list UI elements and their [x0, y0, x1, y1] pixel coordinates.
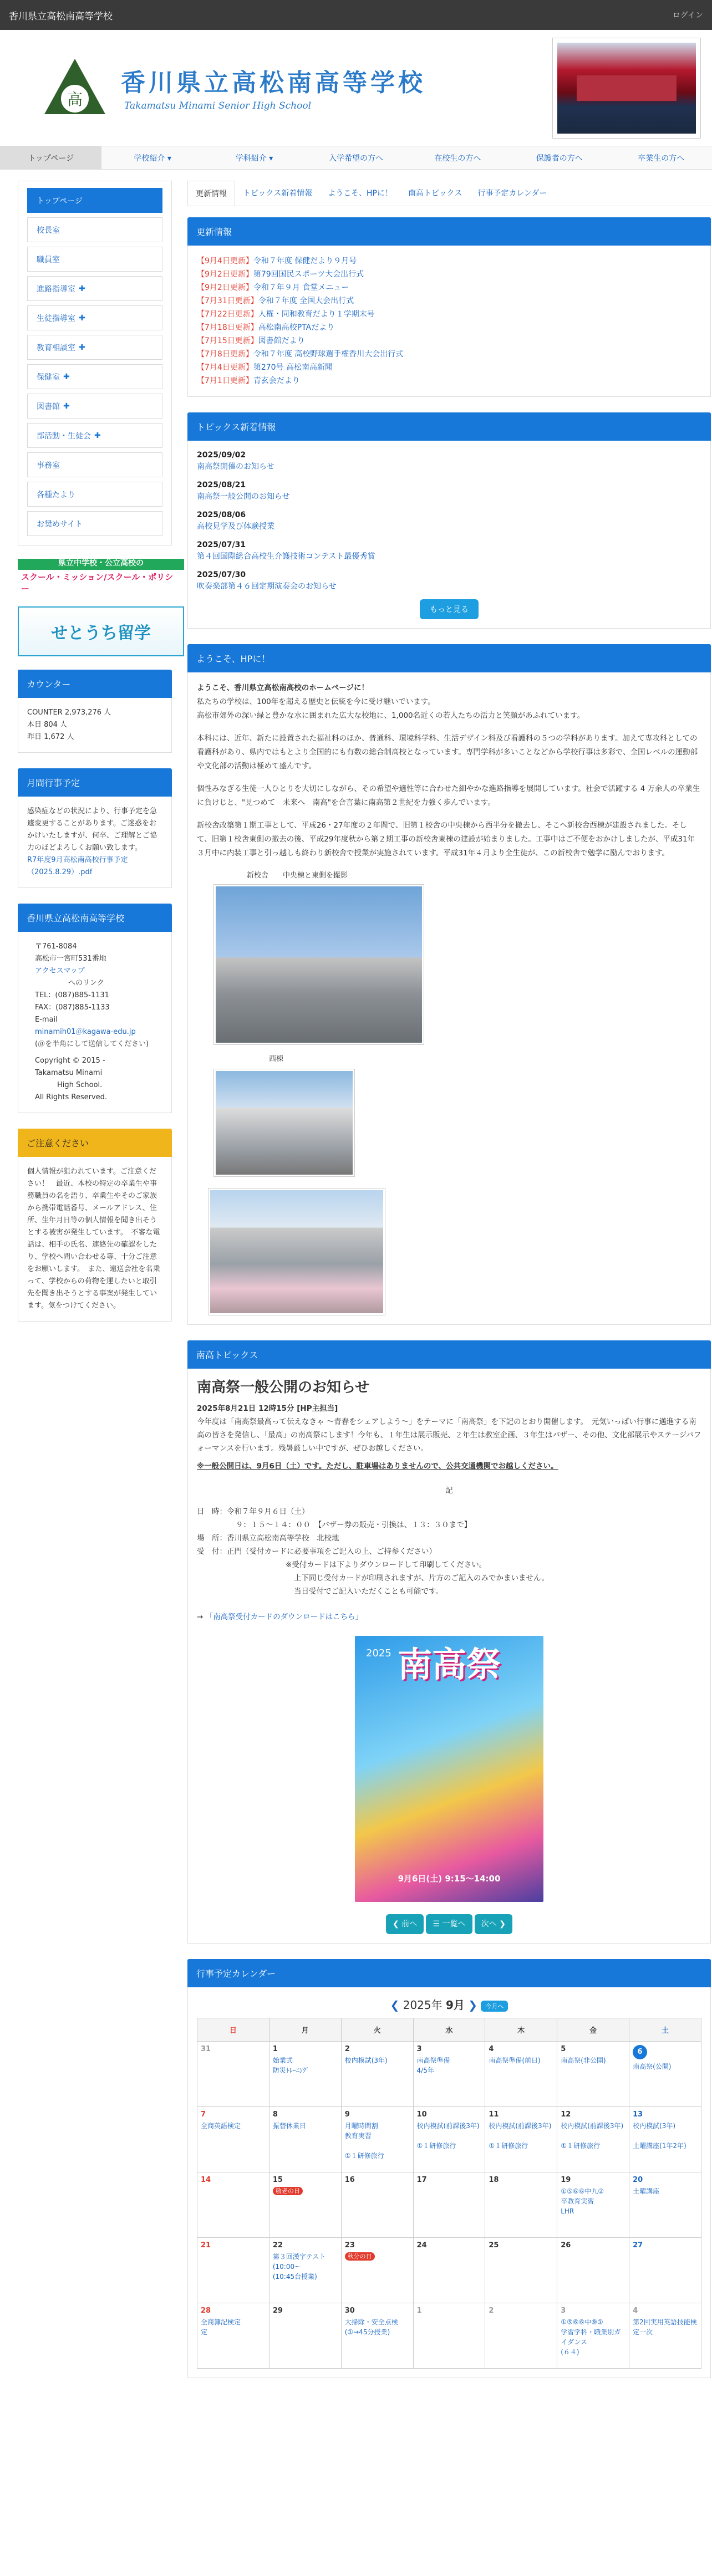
nav-parents[interactable]: 保護者の方へ	[536, 154, 583, 163]
topic-item[interactable]: 2025/07/30 吹奏楽部第４６回定期演奏会のお知らせ	[197, 570, 337, 591]
nav-students[interactable]: 在校生の方へ	[434, 154, 481, 163]
calendar-table: 日 月 火 水 木 金 土 31 1 始業式 防災ﾄﾚｰﾆﾝｸﾞ 2 校内模試(3年) 3 南高祭準備 4/5年 4 南高祭準備(前日) 5 南高祭(非公開) 6 南高祭(公開) 7 全商英語検定 8 振替休業日 9 月曜時間割 教育実習 ①１研修旅行 10 校内模試(前課後3年) ①１研修旅行 11 校内模試(前課後3年) ①１研修旅行 12 校内模試(前課後3年) ①１研修旅行 13 校内模試(3年) 土曜講座(1年2年) 14 15 敬老の日 16 17 18 19 ①⑤⑥⑥中九② 卒教育実習 LHR 20 土曜講座 21 22 第３回漢字テスト(10:00~ (10:45台授業) 23 秋分の日 24 25 26 27 28 全商簿記検定 定 29 30 大掃除・安全点検(①→45分授業) 1 2 3 ①⑤⑥⑥中⑨① 学習学科・職業別ガイダンス (６４) 4 第2回実用英語技能検定一次	[197, 2018, 701, 2369]
plus-icon: ✚	[94, 431, 101, 440]
main-nav	[0, 146, 712, 170]
prev-month-icon[interactable]: ❮	[390, 1998, 400, 2012]
topic-item[interactable]: 2025/08/21 南高祭一般公開のお知らせ	[197, 481, 290, 501]
campus-photo	[208, 1188, 385, 1315]
nav-alumni[interactable]: 卒業生の方へ	[638, 154, 685, 163]
tab-minami-topics[interactable]: 南高トピックス	[408, 189, 462, 198]
calendar-day[interactable]: 12 校内模試(前課後3年) ①１研修旅行	[557, 2107, 629, 2172]
tab-topics[interactable]: トピックス新着情報	[243, 189, 313, 198]
email-link[interactable]: minamih01＠kagawa-edu.jp	[35, 1028, 136, 1036]
calendar-event: 校内模試(前課後3年) ①１研修旅行	[489, 2122, 552, 2150]
sidebar-item[interactable]: 職員室	[27, 247, 162, 272]
next-button[interactable]: 次へ ❯	[475, 1914, 512, 1934]
calendar-event: 校内模試(3年)	[344, 2057, 388, 2064]
minami-topics-box: 南高トピックス 南高祭一般公開のお知らせ 2025年8月21日 12時15分 [HP主担当] 今年度は「南高祭最高って伝えなきゃ ～青春をシェアしよう～」をテーマに「南高祭」を下記のとおり開催します。 元気いっぱい行事に邁進する南高の皆さを発信し、「最高」の南高祭にします！今年も、１年生は展示販売、２年生は教室企画、３年生はバザー、その他、文化部展示やステージパフォーマンスを行います。残暑厳しい中ですが、ぜひお越しください。 ※一般公開日は、9月6日（土）です。ただし、駐車場はありませんので、公共交通機関でお越しください。 記 日 時：令和７年９月６日（土） ９：１５～１４：００ 【バザー券の販売・引換は、１３：３０まで】 場 所：香川県立高松南高等学校 北校地 受 付：正門（受付カードに必要事項をご記入の上、ご持参ください） ※受付カードは下よりダウンロードして印刷してください。 上下同じ受付カードが印刷されますが、片方のご記入のみでかまいません。 当日受付でご記入いただくことも可能です。 → 「南高祭受付カードのダウンロードはこちら」 南高祭 2025 9月6日(土) 9:15〜14:00 ❮ 前へ ☰ 一覧へ 次へ ❯	[187, 1340, 711, 1944]
access-map-link[interactable]: アクセスマップ	[35, 967, 85, 975]
calendar-day[interactable]: 27	[629, 2238, 701, 2303]
sidebar-item[interactable]: 教育相談室 ✚	[27, 335, 162, 360]
topic-item[interactable]: 2025/09/02 南高祭開催のお知らせ	[197, 451, 274, 471]
calendar-day[interactable]: 2 校内模試(3年)	[341, 2042, 413, 2107]
update-item[interactable]: 【7月15日更新】図書館だより	[197, 336, 305, 345]
calendar-day[interactable]: 11 校内模試(前課後3年) ①１研修旅行	[485, 2107, 557, 2172]
download-link[interactable]: → 「南高祭受付カードのダウンロードはこちら」	[197, 1613, 363, 1621]
sidebar-item[interactable]: 保健室 ✚	[27, 364, 162, 389]
sidebar-item[interactable]: 各種たより	[27, 482, 162, 507]
header-photo	[552, 38, 701, 139]
plus-icon: ✚	[79, 343, 85, 352]
sidebar-item[interactable]: 生徒指導室 ✚	[27, 305, 162, 330]
sidebar-item[interactable]: 事務室	[27, 452, 162, 477]
monthly-pdf-link[interactable]: R7年度9月高松南高校行事予定（2025.8.29）.pdf	[27, 856, 128, 876]
tab-updates[interactable]: 更新情報	[187, 181, 235, 206]
calendar-event: 始業式 防災ﾄﾚｰﾆﾝｸﾞ	[272, 2057, 309, 2074]
calendar-day[interactable]: 20 土曜講座	[629, 2172, 701, 2238]
school-name-en: Takamatsu Minami Senior High School	[124, 100, 312, 111]
header	[0, 30, 712, 146]
sidebar-item[interactable]: 進路指導室 ✚	[27, 276, 162, 301]
caution-box: ご注意ください 個人情報が狙われています。ご注意ください！ 最近、本校の特定の卒業生や事務職員の名を語り、卒業生やそのご家族から携帯電話番号、メールアドレス、住所、生年月日等の個人情報を聞き出そうとする被害が発生しています。 不審な電話は、相手の氏名、連絡先の確認をしたり、学校へ問い合わせる等、十分ご注意をお願いします。 また、遠送会社を名乗って、学校からの荷物を運したいと取引先を聞き出そうとする事案が発生しています。気をつけてください。	[18, 1129, 172, 1322]
calendar-day[interactable]: 3 ①⑤⑥⑥中⑨① 学習学科・職業別ガイダンス (６４)	[557, 2303, 629, 2369]
calendar-day[interactable]: 23 秋分の日	[341, 2238, 413, 2303]
main-content	[187, 181, 711, 2394]
calendar-event: 南高祭準備(前日)	[489, 2057, 541, 2064]
list-button[interactable]: ☰ 一覧へ	[426, 1914, 472, 1934]
update-item[interactable]: 【7月1日更新】青玄会だより	[197, 376, 300, 385]
next-month-icon[interactable]: ❯	[468, 1998, 478, 2012]
calendar-day[interactable]: 31	[197, 2042, 269, 2107]
calendar-event: 大掃除・安全点検(①→45分授業)	[344, 2318, 398, 2336]
prev-button[interactable]: ❮ 前へ	[386, 1914, 424, 1934]
calendar-day[interactable]: 9 月曜時間割 教育実習 ①１研修旅行	[341, 2107, 413, 2172]
plus-icon: ✚	[63, 401, 70, 411]
update-item[interactable]: 【7月8日更新】令和７年度 高校野球選手権香川大会出行式	[197, 350, 404, 359]
section-tabs	[187, 181, 711, 206]
nav-about[interactable]: 学校紹介 ▾	[134, 154, 171, 163]
school-logo[interactable]	[44, 57, 426, 118]
calendar-day[interactable]: 14	[197, 2172, 269, 2238]
calendar-day[interactable]: 24	[413, 2238, 485, 2303]
calendar-day[interactable]: 25	[485, 2238, 557, 2303]
plus-icon: ✚	[79, 313, 85, 323]
calendar-day[interactable]: 5 南高祭(非公開)	[557, 2042, 629, 2107]
update-item[interactable]: 【7月4日更新】第270号 高松南高新聞	[197, 363, 333, 372]
calendar-event: 月曜時間割 教育実習 ①１研修旅行	[344, 2122, 384, 2160]
calendar-day[interactable]: 21	[197, 2238, 269, 2303]
topic-item[interactable]: 2025/07/31 第４回国際総合高校生介護技術コンテスト最優秀賞	[197, 540, 375, 561]
site-name[interactable]: 香川県立高松南高等学校	[9, 11, 113, 22]
school-emblem-icon: 高	[44, 57, 105, 118]
calendar-event: 第2回実用英語技能検定一次	[633, 2318, 697, 2336]
calendar-event: 校内模試(前課後3年) ①１研修旅行	[416, 2122, 480, 2150]
calendar-event: 全商簿記検定 定	[201, 2318, 241, 2336]
sidebar-menu	[18, 181, 172, 545]
calendar-day[interactable]: 29	[269, 2303, 341, 2369]
post-heading: 南高祭一般公開のお知らせ	[197, 1379, 370, 1396]
more-button[interactable]: もっと見る	[420, 599, 479, 619]
calendar-day[interactable]: 15 敬老の日	[269, 2172, 341, 2238]
calendar-day[interactable]: 6 南高祭(公開)	[629, 2042, 701, 2107]
calendar-day[interactable]: 4 南高祭準備(前日)	[485, 2042, 557, 2107]
sidebar-item[interactable]: トップページ	[27, 188, 162, 213]
calendar-day[interactable]: 1 始業式 防災ﾄﾚｰﾆﾝｸﾞ	[269, 2042, 341, 2107]
calendar-event: 校内模試(3年) 土曜講座(1年2年)	[633, 2122, 686, 2150]
update-item[interactable]: 【9月2日更新】第79回国民スポーツ大会出行式	[197, 270, 364, 279]
monthly-box: 月間行事予定 感染症などの状況により、行事予定を急遽変更することがあります。ご迷惑をおかけいたしますが、何卒、ご理解とご協力のほどよろしくお願い致します。 R7年度9月高松南高校行事予定（2025.8.29）.pdf	[18, 768, 172, 888]
top-bar	[0, 0, 712, 30]
calendar-event: ①⑤⑥⑥中九② 卒教育実習 LHR	[561, 2187, 604, 2215]
calendar-day[interactable]: 17	[413, 2172, 485, 2238]
nav-courses[interactable]: 学科紹介 ▾	[235, 154, 273, 163]
calendar-month: ❮ 2025年 9月 ❯ 今月へ	[197, 1996, 701, 2012]
calendar-event: 振替休業日	[272, 2122, 306, 2130]
calendar-event: ①⑤⑥⑥中⑨① 学習学科・職業別ガイダンス (６４)	[561, 2318, 621, 2356]
calendar-day[interactable]: 13 校内模試(3年) 土曜講座(1年2年)	[629, 2107, 701, 2172]
calendar-event: 南高祭準備 4/5年	[416, 2057, 450, 2074]
sidebar-item[interactable]: 図書館 ✚	[27, 394, 162, 419]
calendar-day[interactable]: 2	[485, 2303, 557, 2369]
calendar-day[interactable]: 26	[557, 2238, 629, 2303]
calendar-day[interactable]: 30 大掃除・安全点検(①→45分授業)	[341, 2303, 413, 2369]
calendar-day[interactable]: 4 第2回実用英語技能検定一次	[629, 2303, 701, 2369]
update-item[interactable]: 【7月31日更新】令和７年度 全国大会出行式	[197, 297, 354, 305]
tab-welcome[interactable]: ようこそ、HPに！	[328, 189, 393, 198]
plus-icon: ✚	[79, 284, 85, 293]
festival-poster: 南高祭 2025 9月6日(土) 9:15〜14:00	[355, 1636, 543, 1902]
plus-icon: ✚	[63, 372, 70, 381]
counter-box: カウンター COUNTER 2,973,276 人 本日 804 人 昨日 1,672 人	[18, 670, 172, 753]
update-item[interactable]: 【9月4日更新】令和７年度 保健だより９月号	[197, 257, 357, 266]
calendar-event: 南高祭(非公開)	[561, 2057, 606, 2064]
calendar-day[interactable]: 22 第３回漢字テスト(10:00~ (10:45台授業)	[269, 2238, 341, 2303]
topics-box: トピックス新着情報 2025/09/02 南高祭開催のお知らせ 2025/08/21 南高祭一般公開のお知らせ 2025/08/06 高校見学及び体験授業 2025/07/31 第４回国際総合高校生介護技術コンテスト最優秀賞 2025/07/30 吹奏楽部第４６回定期演奏会のお知らせ もっと見る	[187, 412, 711, 629]
calendar-event: 校内模試(前課後3年) ①１研修旅行	[561, 2122, 624, 2150]
calendar-day[interactable]: 7 全商英語検定	[197, 2107, 269, 2172]
updates-box: 更新情報 【9月4日更新】令和７年度 保健だより９月号 【9月2日更新】第79回国民スポーツ大会出行式 【9月2日更新】令和７年９月 食堂メニュー 【7月31日更新】令和７年度 全国大会出行式 【7月22日更新】人権・同和教育だより１学期末号 【7月18日更新】高松南高校PTAだより 【7月15日更新】図書館だより 【7月8日更新】令和７年度 高校野球選手権香川大会出行式 【7月4日更新】第270号 高松南高新聞 【7月1日更新】青玄会だより	[187, 217, 711, 397]
calendar-day[interactable]: 28 全商簿記検定 定	[197, 2303, 269, 2369]
west-building-photo	[213, 1069, 355, 1177]
sidebar-item[interactable]: 校長室	[27, 217, 162, 242]
school-name-jp: 香川県立高松南高等学校	[121, 69, 426, 97]
holiday-badge: 敬老の日	[273, 2187, 303, 2195]
topic-item[interactable]: 2025/08/06 高校見学及び体験授業	[197, 511, 274, 531]
school-mission-banner[interactable]: 県立中学校・公立高校の スクール・ミッション/スクール・ポリシー	[18, 559, 184, 593]
calendar-day[interactable]: 18	[485, 2172, 557, 2238]
this-month-button[interactable]: 今月へ	[481, 2001, 508, 2012]
nav-applicants[interactable]: 入学希望の方へ	[328, 154, 383, 163]
update-item[interactable]: 【7月22日更新】人権・同和教育だより１学期末号	[197, 310, 375, 319]
calendar-box: 行事予定カレンダー ❮ 2025年 9月 ❯ 今月へ 日 月 火 水 木 金 土 31 1 始業式 防災ﾄﾚｰﾆﾝｸﾞ 2 校内模試(3年) 3 南高祭準備 4/5年 4 南高祭準備(前日) 5 南高祭(非公開) 6 南高祭(公開) 7 全商英語検定 8 振替休業日 9 月曜時間割 教育実習 ①１研修旅行 10 校内模試(前課後3年) ①１研修旅行 11 校内模試(前課後3年) ①１研修旅行 12 校内模試(前課後3年) ①１研修旅行 13 校内模試(3年) 土曜講座(1年2年) 14 15 敬老の日 16 17 18 19 ①⑤⑥⑥中九② 卒教育実習 LHR 20 土曜講座 21 22 第３回漢字テスト(10:00~ (10:45台授業) 23 秋分の日 24 25 26 27 28 全商簿記検定 定 29 30 大掃除・安全点検(①→45分授業) 1 2 3 ①⑤⑥⑥中⑨① 学習学科・職業別ガイダンス (６４) 4 第2回実用英語技能検定一次	[187, 1959, 711, 2378]
building-photo	[213, 884, 424, 1045]
sidebar-item[interactable]: お奨めサイト	[27, 511, 162, 536]
calendar-day[interactable]: 1	[413, 2303, 485, 2369]
calendar-day[interactable]: 3 南高祭準備 4/5年	[413, 2042, 485, 2107]
nav-top[interactable]: トップページ	[0, 146, 101, 169]
calendar-day[interactable]: 8 振替休業日	[269, 2107, 341, 2172]
login-link[interactable]: ログイン	[672, 11, 703, 20]
holiday-badge: 秋分の日	[345, 2252, 375, 2261]
sidebar	[0, 181, 172, 2394]
calendar-day[interactable]: 10 校内模試(前課後3年) ①１研修旅行	[413, 2107, 485, 2172]
calendar-event: 南高祭(公開)	[633, 2063, 672, 2070]
calendar-event: 全商英語検定	[201, 2122, 241, 2130]
info-box: 香川県立高松南高等学校 〒761-8084 高松市一宮町531番地 アクセスマップ へのリンク TEL：(087)885-1131 FAX：(087)885-1133 E-mail minamih01＠kagawa-edu.jp (＠を半角にして送信してください) Copyright © 2015 - Takamatsu Minami High School. All Rights Reserved.	[18, 904, 172, 1113]
update-item[interactable]: 【7月18日更新】高松南高校PTAだより	[197, 323, 335, 332]
calendar-event: 第３回漢字テスト(10:00~ (10:45台授業)	[272, 2253, 326, 2281]
welcome-box: ようこそ、HPに！ ようこそ、香川県立高松南高校のホームページに！ 私たちの学校は、100年を超える歴史と伝統を今に受け継いでいます。 高松市郊外の深い緑と豊かな水に囲まれた広大な校地に、1,000名近くの若人たちの活力と笑顔があふれています。 本科には、近年、新たに設置された福祉科のほか、普通科、環境科学科、生活デザイン科及び看護科の５つの学科があります。加えて専攻科としての看護科があり、県内ではもとより全国的にも有数の総合制高校となっています。専門学科が多いことなどから学校行事は多彩で、全国レベルの運動部や文化部の活動は極めて盛んです。 個性みなぎる生徒一人ひとりを大切にしながら、その希望や適性等に合わせた細やかな進路指導を展開しています。社会で活躍する 4 万余人の卒業生に負けじと、"見つめて 未来へ 南高"を合言葉に南高第２世紀を力強く歩んでいます。 新校舎改築第１期工事として、平成26・27年度の２年間で、旧第１校舎の中央棟から西半分を撤去し、そこへ新校舎西棟が建設されました。そして、旧第１校舎東側の撤去の後、平成29年度秋から第２期工事の新校舎東棟の建設が始まりました。工事中はご不便をおかけしましたが、平成31年３月中に内装工事と引っ越しも終わり新校舎で授業が実施されています。平成31年４月より全生徒が、この新校舎で勉学に励んでおります。 新校舎 中央棟と東側を撮影 西棟	[187, 644, 711, 1325]
calendar-day[interactable]: 16	[341, 2172, 413, 2238]
sidebar-item[interactable]: 部活動・生徒会 ✚	[27, 423, 162, 448]
calendar-day[interactable]: 19 ①⑤⑥⑥中九② 卒教育実習 LHR	[557, 2172, 629, 2238]
calendar-event: 土曜講座	[633, 2187, 660, 2195]
setouchi-banner[interactable]: せとうち留学	[18, 606, 184, 656]
tab-calendar[interactable]: 行事予定カレンダー	[477, 189, 547, 198]
update-item[interactable]: 【9月2日更新】令和７年９月 食堂メニュー	[197, 283, 349, 292]
